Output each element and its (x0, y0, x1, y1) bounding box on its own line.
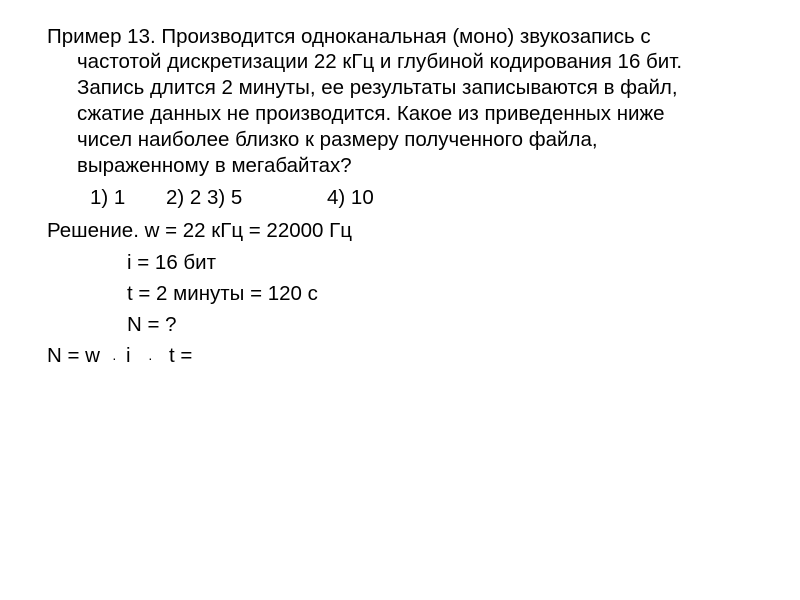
problem-line-2: частотой дискретизации 22 кГц и глубиной кодирования 16 бит. (77, 50, 683, 73)
problem-line-3: Запись длится 2 минуты, ее результаты записываются в файл, (77, 76, 678, 99)
problem-line-5: чисел наиболее близко к размеру полученного файла, (77, 128, 598, 151)
given-i: i = 16 бит (127, 251, 216, 274)
answer-option-4: 4) 10 (327, 186, 374, 209)
problem-line-6: выраженному в мегабайтах? (77, 154, 352, 177)
formula-t: t = (169, 344, 193, 367)
solution-header: Решение. w = 22 кГц = 22000 Гц (47, 219, 352, 242)
answer-option-1: 1) 1 (90, 186, 126, 209)
formula-dot-2: · (148, 350, 153, 366)
problem-line-4: сжатие данных не производится. Какое из приведенных ниже (77, 102, 665, 125)
problem-line-1: Пример 13. Производится одноканальная (моно) звукозапись с (47, 25, 651, 48)
given-t: t = 2 минуты = 120 с (127, 282, 318, 305)
given-n: N = ? (127, 313, 177, 336)
formula-i: i (126, 344, 131, 367)
answer-option-2: 2) 2 (166, 186, 202, 209)
formula-n-w: N = w (47, 344, 100, 367)
answer-option-3: 3) 5 (207, 186, 243, 209)
formula-dot-1: · (112, 350, 117, 366)
